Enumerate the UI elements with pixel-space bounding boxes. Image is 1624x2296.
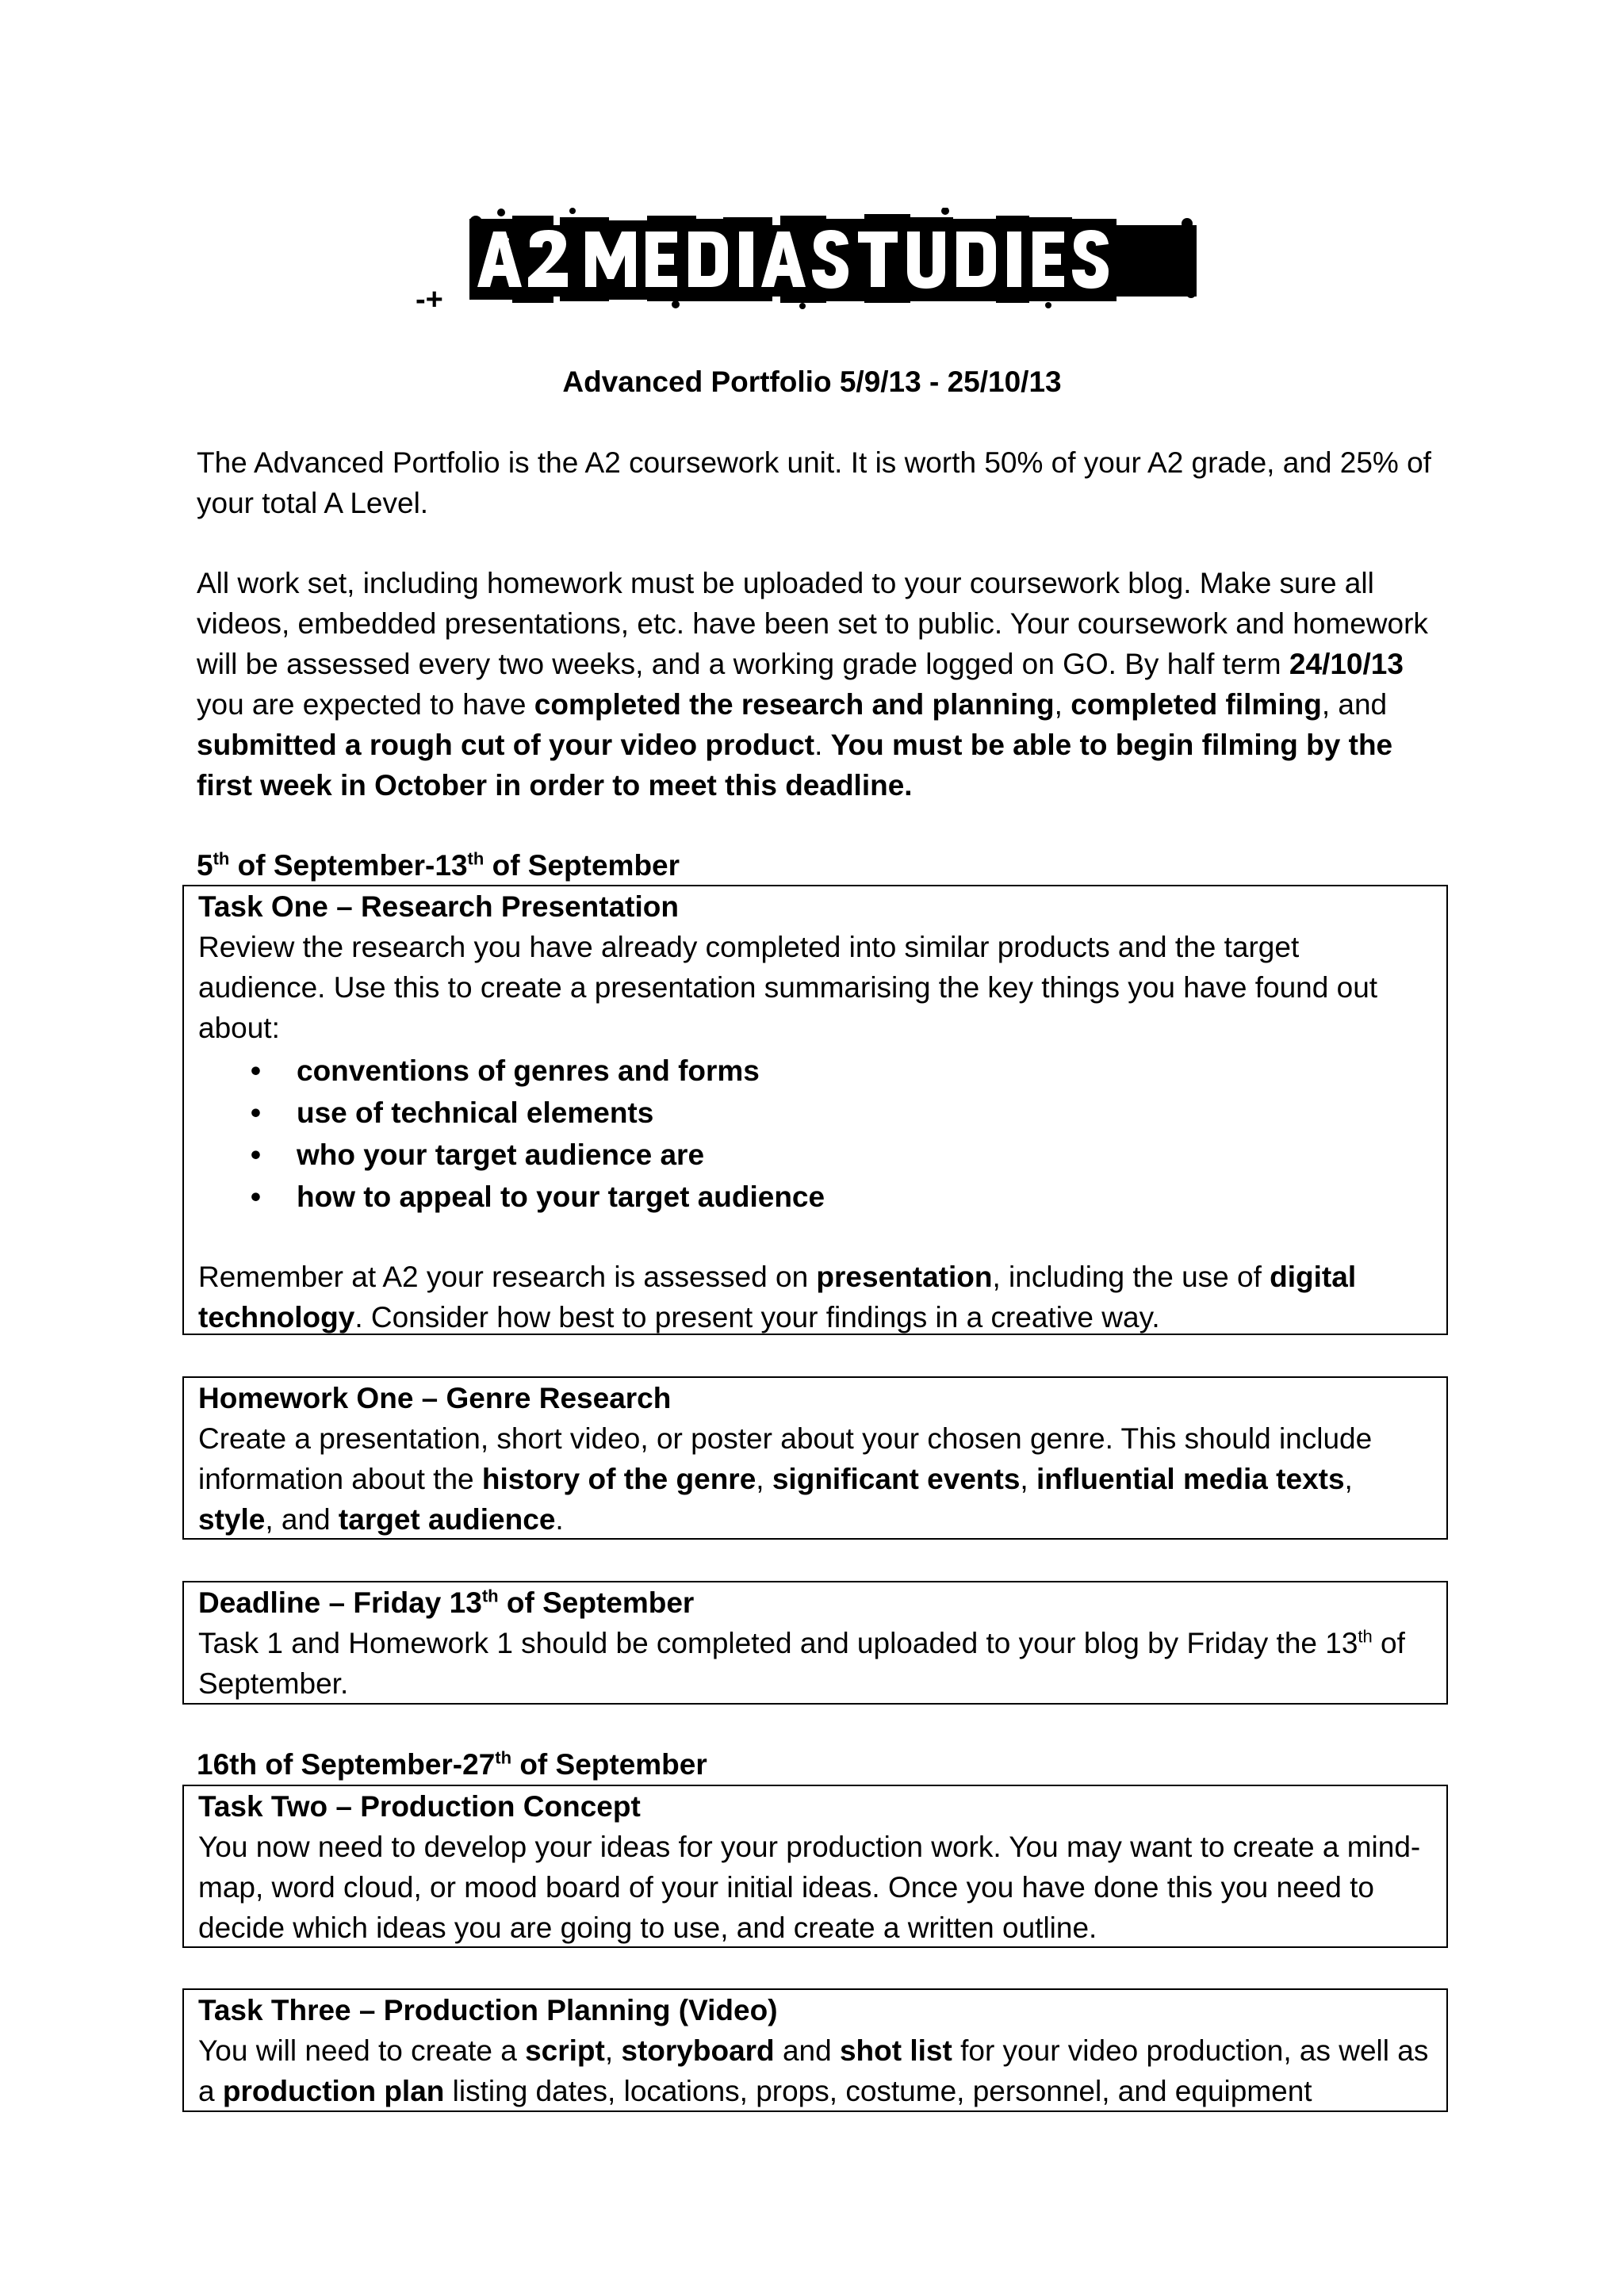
task-one-note: Remember at A2 your research is assessed on presentation, including the use of digital technology. Consider how best to present your findings in a creative way. [198,1261,1357,1334]
task-three-title: Task Three – Production Planning (Video) [198,1994,778,2026]
intro-paragraph-2: All work set, including homework must be uploaded to your coursework blog. Make sure all videos, embedded presentations, etc. have been set to public. Your coursework and homework will be assessed every two weeks, and a working grade logged on GO. By half term 24/10/13 you are expected to have completed the research and planning, completed filming, and submitted a rough cut of your video product. You must be able to begin filming by the first week in October in order to meet this deadline. [197,567,1428,802]
page-marker: -+ [416,283,443,316]
task-one-bullet-list [198,1050,1432,1218]
task-one-title: Task One – Research Presentation [198,890,679,923]
deadline-box [182,1581,1448,1705]
homework-one-box [182,1376,1448,1540]
task-three-body: You will need to create a script, storyboard and shot list for your video production, as well as a production plan listing dates, locations, props, costume, personnel, and equipment [198,2034,1429,2107]
task-one-box [182,885,1448,1335]
list-item: • use of technical elements [244,1092,1432,1134]
section-heading-sept-16-27: 16th of September-27th of September [197,1747,707,1781]
deadline-body: Task 1 and Homework 1 should be completed and uploaded to your blog by Friday the 13th of September. [198,1626,1405,1700]
page-title: Advanced Portfolio 5/9/13 - 25/10/13 [562,365,1062,398]
task-two-box [182,1785,1448,1948]
deadline-title: Deadline – Friday 13th of September [198,1586,695,1619]
a2-media-studies-logo [469,208,1197,309]
task-two-body: You now need to develop your ideas for your production work. You may want to create a mind-map, word cloud, or mood board of your initial ideas. Once you have done this you need to decide which ideas you are going to use, and create a written outline. [198,1831,1421,1944]
list-item: • conventions of genres and forms [244,1050,1432,1092]
list-item: • who your target audience are [244,1134,1432,1176]
homework-one-title: Homework One – Genre Research [198,1382,672,1414]
intro-paragraph-1: The Advanced Portfolio is the A2 coursework unit. It is worth 50% of your A2 grade, and 25% of your total A Level. [197,446,1431,519]
task-one-body: Review the research you have already completed into similar products and the target audience. Use this to create a presentation summarising the key things you have found out about: [198,931,1378,1044]
homework-one-body: Create a presentation, short video, or poster about your chosen genre. This should include information about the history of the genre, significant events, influential media texts, style, and target audience. [198,1422,1373,1536]
list-item: • how to appeal to your target audience [244,1176,1432,1218]
task-three-box [182,1988,1448,2112]
task-two-title: Task Two – Production Concept [198,1790,641,1823]
section-heading-sept-5-13: 5th of September-13th of September [197,848,680,882]
